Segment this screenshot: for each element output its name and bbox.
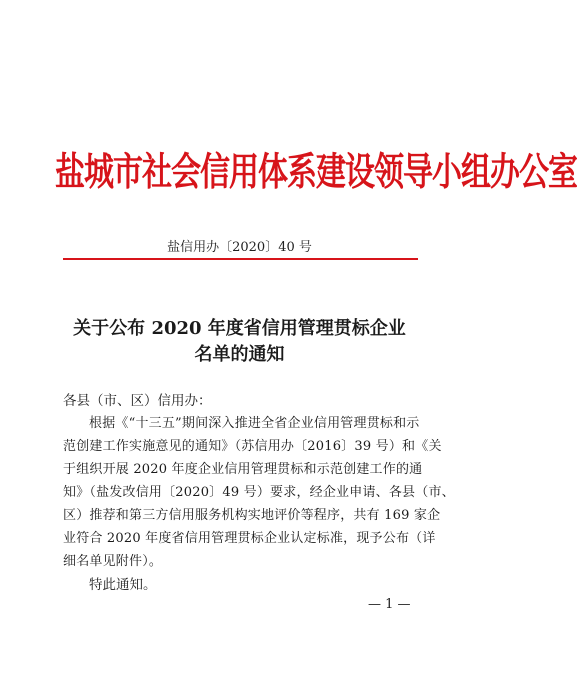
body-line: 根据《“十三五”期间深入推进全省企业信用管理贯标和示 — [89, 416, 420, 431]
page-number: — 1 — — [368, 597, 411, 612]
body-line: 范创建工作实施意见的通知》（苏信用办〔2016〕39 号）和《关 — [63, 439, 442, 454]
body-line: 知》（盐发改信用〔2020〕49 号）要求，经企业申请、各县（市、 — [63, 485, 455, 500]
body-line: 细名单见附件）。 — [63, 554, 163, 569]
issuer-header: 盐城市社会信用体系建设领导小组办公室 — [55, 150, 577, 196]
body-line: 区）推荐和第三方信用服务机构实地评价等程序，共有 169 家企 — [63, 508, 441, 523]
closing-remark: 特此通知。 — [89, 577, 157, 593]
notice-title-line-1: 关于公布 2020 年度省信用管理贯标企业 — [73, 318, 406, 339]
red-divider — [63, 258, 418, 260]
notice-title-line-2: 名单的通知 — [194, 344, 285, 365]
body-line: 业符合 2020 年度省信用管理贯标企业认定标准，现予公布（详 — [63, 531, 436, 546]
salutation: 各县（市、区）信用办： — [63, 393, 212, 409]
body-line: 于组织开展 2020 年度企业信用管理贯标和示范创建工作的通 — [63, 462, 423, 477]
document-number: 盐信用办〔2020〕40 号 — [167, 240, 312, 255]
